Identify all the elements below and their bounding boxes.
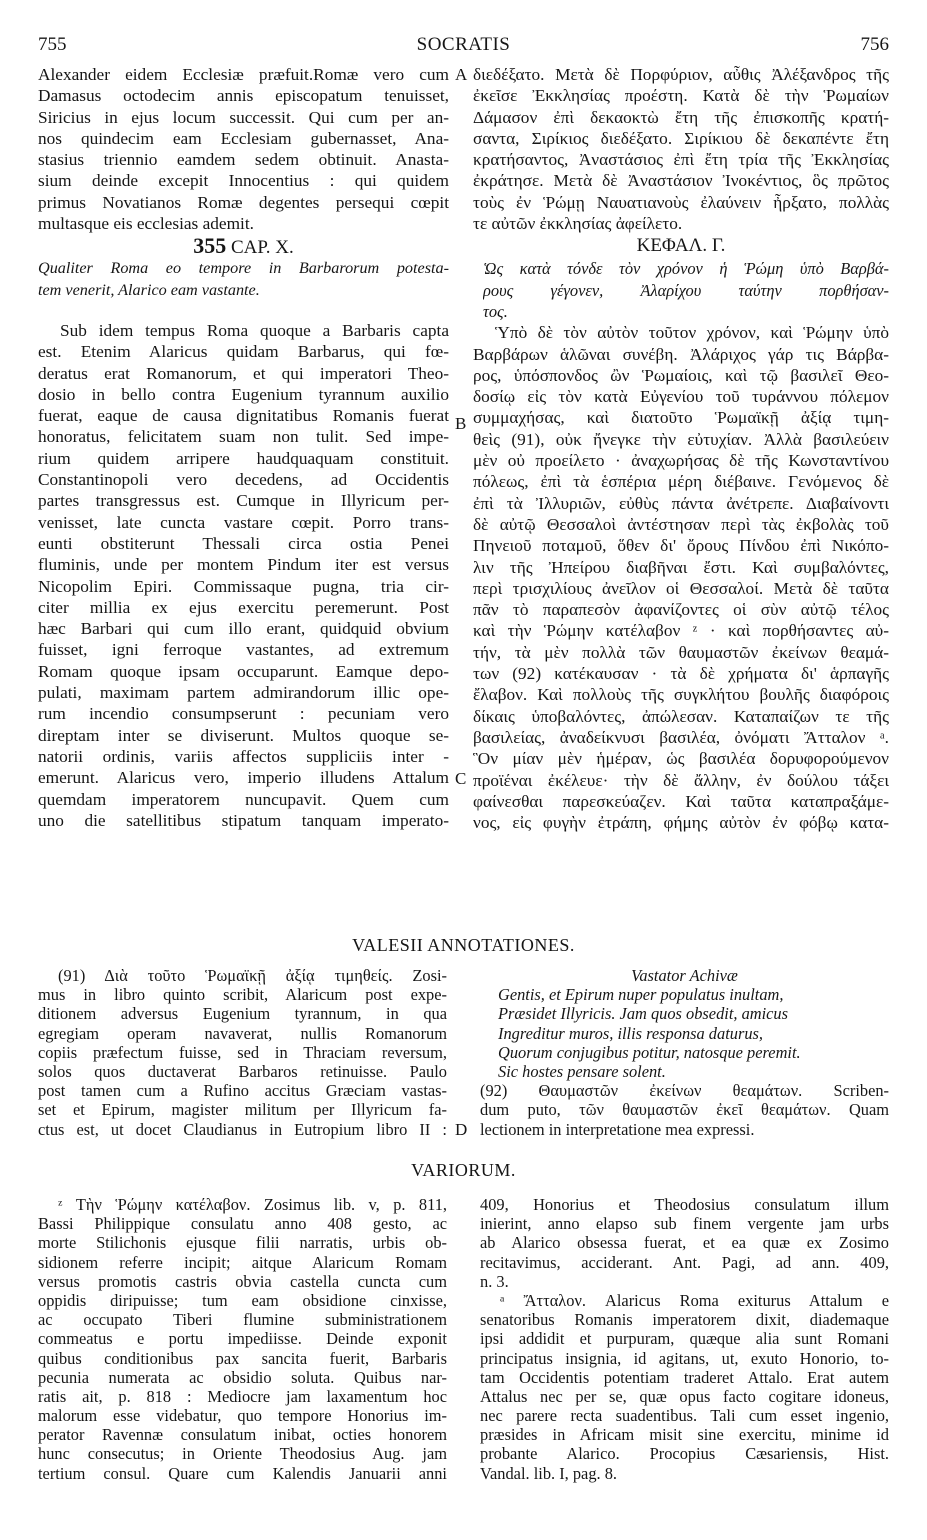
variorum-right-column [480, 1195, 889, 1483]
latin-line: emerunt. Alaricus vero, imperio illudens Attalum [38, 768, 449, 788]
latin-line: natorii ordinis, variis affectos suppliciis inter - [38, 746, 449, 766]
variorum-line: Attalus nec per se, quæ opus facto cogitare idoneus, [480, 1386, 889, 1406]
valesii-left-column [38, 966, 447, 1139]
annotation-line: egregiam operam navaverat, nullis Romanorum [38, 1023, 447, 1043]
greek-line: δὲ αὐτῷ Θεσσαλοὶ ἀντέστησαν περὶ τὰς ἐκβολὰς τοῦ [473, 514, 889, 534]
annotation-line: lectionem in interpretatione mea expressi. [480, 1119, 755, 1139]
greek-line: θεὶς (91), οὐκ ἤνεγκε τὴν εὐτυχίαν. Ἀλλὰ βασιλεύειν [473, 429, 889, 449]
greek-chapter-heading [473, 234, 889, 258]
greek-line: δίκαις ὑποβαλόντες, ἀπώλεσαν. Καταπαίζων τε τῆς [473, 706, 889, 726]
greek-line: νος, εἰς φυγὴν ἐτράπη, φήμης αὐτὸν ἐν φόβῳ κατα- [473, 813, 889, 833]
verse-line: Vastator Achivæ [631, 966, 738, 985]
latin-line: pulati, maximam partem admirandorum illic ope- [38, 683, 449, 703]
latin-line: stasius triennio eamdem sedem obtinuit. Anasta- [38, 150, 449, 170]
left-page-number: 755 [38, 34, 67, 55]
latin-paragraph-2 [38, 320, 449, 831]
greek-line: περὶ τρισχιλίους ἀνεῖλον οἱ Θεσσαλοί. Μετὰ δὲ ταῦτα [473, 578, 889, 598]
greek-line: κρατήσαντος, Ἀναστάσιος ἐπὶ ἔτη τρία τῆς Ἐκκλησίας [473, 150, 889, 170]
valesii-heading: VALESII ANNOTATIONES. [352, 935, 575, 955]
latin-title-line: Qualiter Roma eo tempore in Barbarorum potesta- [38, 259, 449, 278]
variorum-line: præsides in Africam misit sine exercitu, minime id [480, 1425, 889, 1445]
greek-title-line: Ὡς κατὰ τόνδε τὸν χρόνον ἡ Ῥώμη ὑπὸ Βαρβά- [483, 259, 889, 279]
latin-line: euntі obstiterunt Thessali circa ostia Penei [38, 533, 449, 553]
variorum-line: hunc consecutus; in Oriente Theodosius Aug. jam [38, 1444, 447, 1464]
annotation-line: solos quos ductaverat Barbaros retinuisse. Paulo [38, 1061, 447, 1081]
right-page-number: 756 [860, 34, 889, 55]
greek-line: Ὑπὸ δὲ τὸν αὐτὸν τοῦτον χρόνον, καὶ Ῥώμην ὑπὸ [495, 323, 889, 343]
latin-line: est. Etenim Alaricus quidam Barbarus, qui fœ- [38, 342, 449, 362]
greek-line: ἐκεῖσε Ἐκκλησίας προέστη. Κατὰ δὲ τὴν Ῥωμαίων [473, 86, 889, 106]
greek-line: ἐκράτησε. Μετὰ δὲ Ἀναστάσιον Ἰνοκέντιος, ὃς πρῶτος [473, 171, 889, 191]
verse-line: Ingreditur muros, illis responsa daturus, [498, 1023, 764, 1043]
variorum-line: commeatus e portu impediisse. Deinde exponit [38, 1329, 447, 1349]
latin-line: Constantinopoli vero decedens, ad Occidentis [38, 470, 449, 490]
claudian-verse [480, 966, 889, 1081]
variorum-line: ab Alarico obsessa fuerat, et ea quæ ex Zosimo [480, 1233, 889, 1253]
greek-line: φαίνεσθαι παρεσκεύαζεν. Καὶ ταῦτα καταπραξάμε- [473, 791, 889, 811]
latin-paragraph-1 [38, 64, 449, 234]
latin-line: Damasus octodecim annis episcopatum tenuisset, [38, 86, 449, 106]
valesii-note-92 [480, 1081, 889, 1139]
variorum-line: ᶻ Τὴν Ῥώμην κατέλαβον. Zosimus lib. v, p. 811, [58, 1195, 447, 1214]
running-title: SOCRATIS [416, 34, 511, 55]
variorum-line: tam Occidentis potentiam traderet Attalo. Erat autem [480, 1367, 889, 1387]
latin-line: deratus erat Romanorum, et qui imperatori Theo- [38, 363, 449, 383]
greek-line: διεδέξατο. Μετὰ δὲ Πορφύριον, αὖθις Ἀλέξανδρος τῆς [473, 65, 889, 84]
annotation-line: (92) Θαυμαστῶν ἐκείνων θεαμάτων. Scriben- [480, 1081, 889, 1101]
annotation-line: (91) Διὰ τοῦτο Ῥωμαϊκῇ ἀξίᾳ τιμηθείς. Zosi- [58, 966, 447, 985]
variorum-line: Bassi Philippique consulatu anno 408 gesto, ac [38, 1214, 447, 1234]
greek-title-line: τος. [483, 301, 508, 321]
variorum-line: ac occupato Tiberi flumine subministrationem [38, 1310, 447, 1330]
greek-line: προϊέναι ἐκέλευε· τὴν δὲ ἄλλην, ἐν δούλου τάξει [473, 770, 889, 790]
annotation-line: set et Epirum, magister militum per Illyricum fa- [38, 1100, 447, 1120]
latin-line: fuerat, eaque de causa dignitatibus Romanis fuerat [38, 406, 449, 426]
latin-line: dosio in bello contra Eugenium tyrannum auxilio [38, 384, 449, 404]
variorum-line: ᵃ Ἄτταλον. Alaricus Roma exiturus Attalum e [500, 1290, 889, 1310]
variorum-line: senatoribus Romanis imperatorem dixit, diademaque [480, 1310, 889, 1330]
latin-line: citer millia ex ejus exercitu peremerunt. Post [38, 597, 449, 617]
latin-title-line: tem venerit, Alarico eam vastante. [38, 280, 260, 299]
variorum-line: inierint, anno elapso sub finem vergente jam urbs [480, 1214, 889, 1234]
greek-line: βασιλείας, ἀναδείκνυσι βασιλέα, ὀνόματι Ἄτταλον ᵃ. [473, 727, 889, 747]
margin-letter-d: D [455, 1120, 468, 1139]
greek-line: πόλεως, ἐπὶ τὰ ἑσπέρια μέρη διέβαινε. Γενόμενος δὲ [473, 472, 889, 492]
variorum-left-column [38, 1195, 447, 1483]
greek-chapter-title [473, 258, 889, 322]
latin-line: uno die satellitibus stipatum tanquam imperato- [38, 810, 449, 830]
variorum-heading: VARIORUM. [411, 1160, 516, 1180]
variorum-line: Vandal. lib. I, pag. 8. [480, 1463, 618, 1483]
greek-line: τε αὐτῶν ἐκκλησίας ἀφείλετο. [473, 214, 683, 234]
variorum-line: quibus conditionibus pax sancita fuerit, Barbaris [38, 1348, 447, 1368]
greek-line: ἔλαβον. Καὶ πολλοὺς τῆς συγκλήτου βουλῆς διαφόροις [473, 685, 889, 705]
variorum-line: n. 3. [480, 1271, 509, 1291]
greek-line: μὲν οὐ προείλετο · ἀναχωρήσας δὲ τῆς Κωνσταντίνου [473, 451, 889, 471]
margin-letter-c: C [455, 769, 467, 788]
running-header [38, 34, 889, 60]
latin-line: rium quidem arripere haudquaquam constituit. [38, 448, 449, 468]
greek-line: τοὺς ἐν Ῥώμῃ Ναυατιανοὺς ἐλαύνειν ἦρξατο, πολλὰς [473, 192, 889, 212]
latin-line: fuisset, igni ferroque vastantes, ad extremum [38, 640, 449, 660]
annotation-line: post tamen cum a Rufino accitus Græciam vastas- [38, 1081, 447, 1101]
verse-line: Gentis, et Epirum nuper populatus inultam, [498, 985, 784, 1005]
margin-letter-b: B [455, 414, 467, 433]
latin-line: rum incendio consumpserunt : pecuniam vero [38, 704, 449, 724]
greek-column [473, 64, 889, 833]
variorum-line: oppidis diripuisse; tum eam obsidione cinxisse, [38, 1290, 447, 1310]
greek-line: ἐπὶ τὰ Ἰλλυριῶν, εὐθὺς πάντα ἀνέτρεπε. Διαβαίνοντι [473, 493, 889, 513]
latin-chapter-heading [38, 234, 449, 258]
latin-line: partes transgressus est. Cumque in Illyricum per- [38, 491, 449, 511]
latin-line: Nicopolim Epiri. Commissaque pugna, tria cir- [38, 576, 449, 596]
greek-paragraph-1 [473, 64, 889, 234]
variorum-line: principatus insignia, id agitans, ut, exuto Honorio, to- [480, 1348, 889, 1368]
latin-line: direptam inter se diviserunt. Multos quoque se- [38, 725, 449, 745]
latin-line: honoratus, felicitatem suam non tulit. Sed impe- [38, 427, 449, 447]
variorum-line: 409, Honorius et Theodosius consulatum illum [480, 1195, 889, 1214]
greek-line: των (92) κατέκαυσαν · τὰ δὲ χρήματα δι' ἁρπαγῆς [473, 664, 889, 684]
verse-line: Quorum conjugibus potitur, natosque peremit. [498, 1042, 801, 1062]
latin-line: nos quindecim eam Ecclesiam gubernasset, Ana- [38, 128, 449, 148]
latin-line: hæc Barbari qui cum illo erant, quidquid obvium [38, 619, 449, 639]
greek-line: τήν, τὰ μὲν πολλὰ τῶν θαυμαστῶν ἐκείνων θεαμά- [473, 642, 889, 662]
latin-line: fluminis, unde per montem Pindum iter est versus [38, 555, 449, 575]
verse-line: Sic hostes pensare solent. [498, 1061, 666, 1081]
greek-line: δοσίῳ εἰς τὸν κατὰ Εὐγενίου τοῦ τυράννου πόλεμον [473, 387, 889, 407]
variorum-line: perator Ravennæ consulatum inibat, octies honorem [38, 1425, 447, 1445]
greek-line: ρος, ὑπόσπονδος ὢν Ῥωμαίοις, καὶ τῷ βασιλεῖ Θεο- [473, 365, 889, 385]
annotation-line: copiis præfectum fuisse, sed in Thraciam reversum, [38, 1042, 447, 1062]
variorum-line: probante Alarico. Procopius Cæsariensis, Hist. [480, 1444, 889, 1464]
variorum-line: pecunia numerata ac obsidio soluta. Quibus nar- [38, 1367, 447, 1387]
latin-column [38, 64, 449, 831]
annotation-line: ctus est, ut docet Claudianus in Eutropium libro II : [38, 1119, 447, 1139]
greek-title-line: ρους γέγονεν, Ἀλαρίχου ταύτην πορθήσαν- [483, 280, 889, 300]
latin-line: multasque eis ecclesias ademit. [38, 214, 254, 234]
variorum-line: tertium consul. Quare cum Kalendis Januarii anni [38, 1463, 447, 1483]
latin-line: Romam quoque ipsam occuparunt. Eamque depo- [38, 661, 449, 681]
latin-line: Siricius in ejus locum successit. Qui cum per an- [38, 107, 449, 127]
greek-line: Ὃν μίαν μὲν ἡμέραν, ὡς βασιλέα δορυφορούμενον [473, 749, 889, 769]
annotation-line: ditionem adversus Eugenium tyrannum, in qua [38, 1004, 447, 1024]
chapter-marginal-number: 355 [193, 233, 227, 259]
greek-line: καὶ τὴν Ῥώμην κατέλαβον ᶻ · καὶ πορθήσαντες αὐ- [473, 621, 889, 641]
variorum-line: versus promotis castris obvia castella cuncta cum [38, 1271, 447, 1291]
latin-chapter-label: CAP. X. [230, 237, 294, 259]
greek-line: σαντα, Σιρίκιος διεδέξατο. Σιρίκιου δὲ δεκαπέντε ἔτη [473, 128, 889, 148]
variorum-line: morte Stilichonis ejusque filii narratis, urbis ob- [38, 1233, 447, 1253]
greek-line: Βαρβάρων ἁλῶναι συνέβη. Ἀλάριχος γάρ τις Βάρβα- [473, 344, 889, 364]
latin-chapter-title [38, 258, 449, 301]
latin-line: primus Novatianos Romæ degentes persequi cœpit [38, 192, 449, 212]
annotation-line: dum puto, τῶν θαυμαστῶν ἐκεῖ θεαμάτων. Quam [480, 1100, 889, 1120]
latin-line: venisset, late cuncta vastare cœpit. Porro trans- [38, 512, 449, 532]
greek-chapter-label: ΚΕΦΑΛ. Γ. [636, 235, 726, 257]
variorum-line: malorum esse videbatur, quo tempore Honorius im- [38, 1406, 447, 1426]
variorum-line: sidionem referre incipit; aitque Alaricum Romam [38, 1252, 447, 1272]
greek-paragraph-2 [473, 322, 889, 833]
latin-line: sium deinde excepit Innocentius : qui quidem [38, 171, 449, 191]
annotation-line: mus in libro quinto scribit, Alaricum post expe- [38, 985, 447, 1005]
greek-line: συμμαχήσας, καὶ διατοῦτο Ῥωμαϊκῇ ἀξίᾳ τιμη- [473, 408, 889, 428]
variorum-line: ipsi addidit et purpuram, quæque alia sunt Romani [480, 1329, 889, 1349]
verse-line: Præsidet Illyricis. Jam quos obsedit, amicus [498, 1004, 788, 1024]
greek-line: Πηνειοῦ ποταμοῦ, ὅθεν δι' ὄρους Πίνδου ἐπὶ Νικόπο- [473, 536, 889, 556]
greek-line: πᾶν τὸ παραπεσὸν ἀφανίζοντες οἱ σὺν αὐτῷ τέλος [473, 600, 889, 620]
greek-line: Δάμασον ἐπὶ δεκαοκτὼ ἔτη τῆς ἐπισκοπῆς κρατή- [473, 107, 889, 127]
variorum-line: ratis ait, p. 818 : Mediocre jam laxamentum hoc [38, 1386, 447, 1406]
variorum-line: recitavimus, acciderant. Ant. Pagi, ad ann. 409, [480, 1252, 889, 1272]
variorum-line: nec parere recta suadentibus. Tali cum esset ingenio, [480, 1406, 889, 1426]
latin-line: Alexander eidem Ecclesiæ præfuit.Romæ vero cum [38, 65, 449, 84]
margin-letter-a: A [455, 65, 468, 84]
valesii-right-column [480, 966, 889, 1139]
latin-line: Sub idem tempus Roma quoque a Barbaris capta [60, 320, 449, 340]
greek-line: λιν τῆς Ἠπείρου διαβῆναι ἔστι. Καὶ συμβαλόντες, [473, 557, 889, 577]
latin-line: quemdam imperatorem nuncupavit. Quem cum [38, 789, 449, 809]
